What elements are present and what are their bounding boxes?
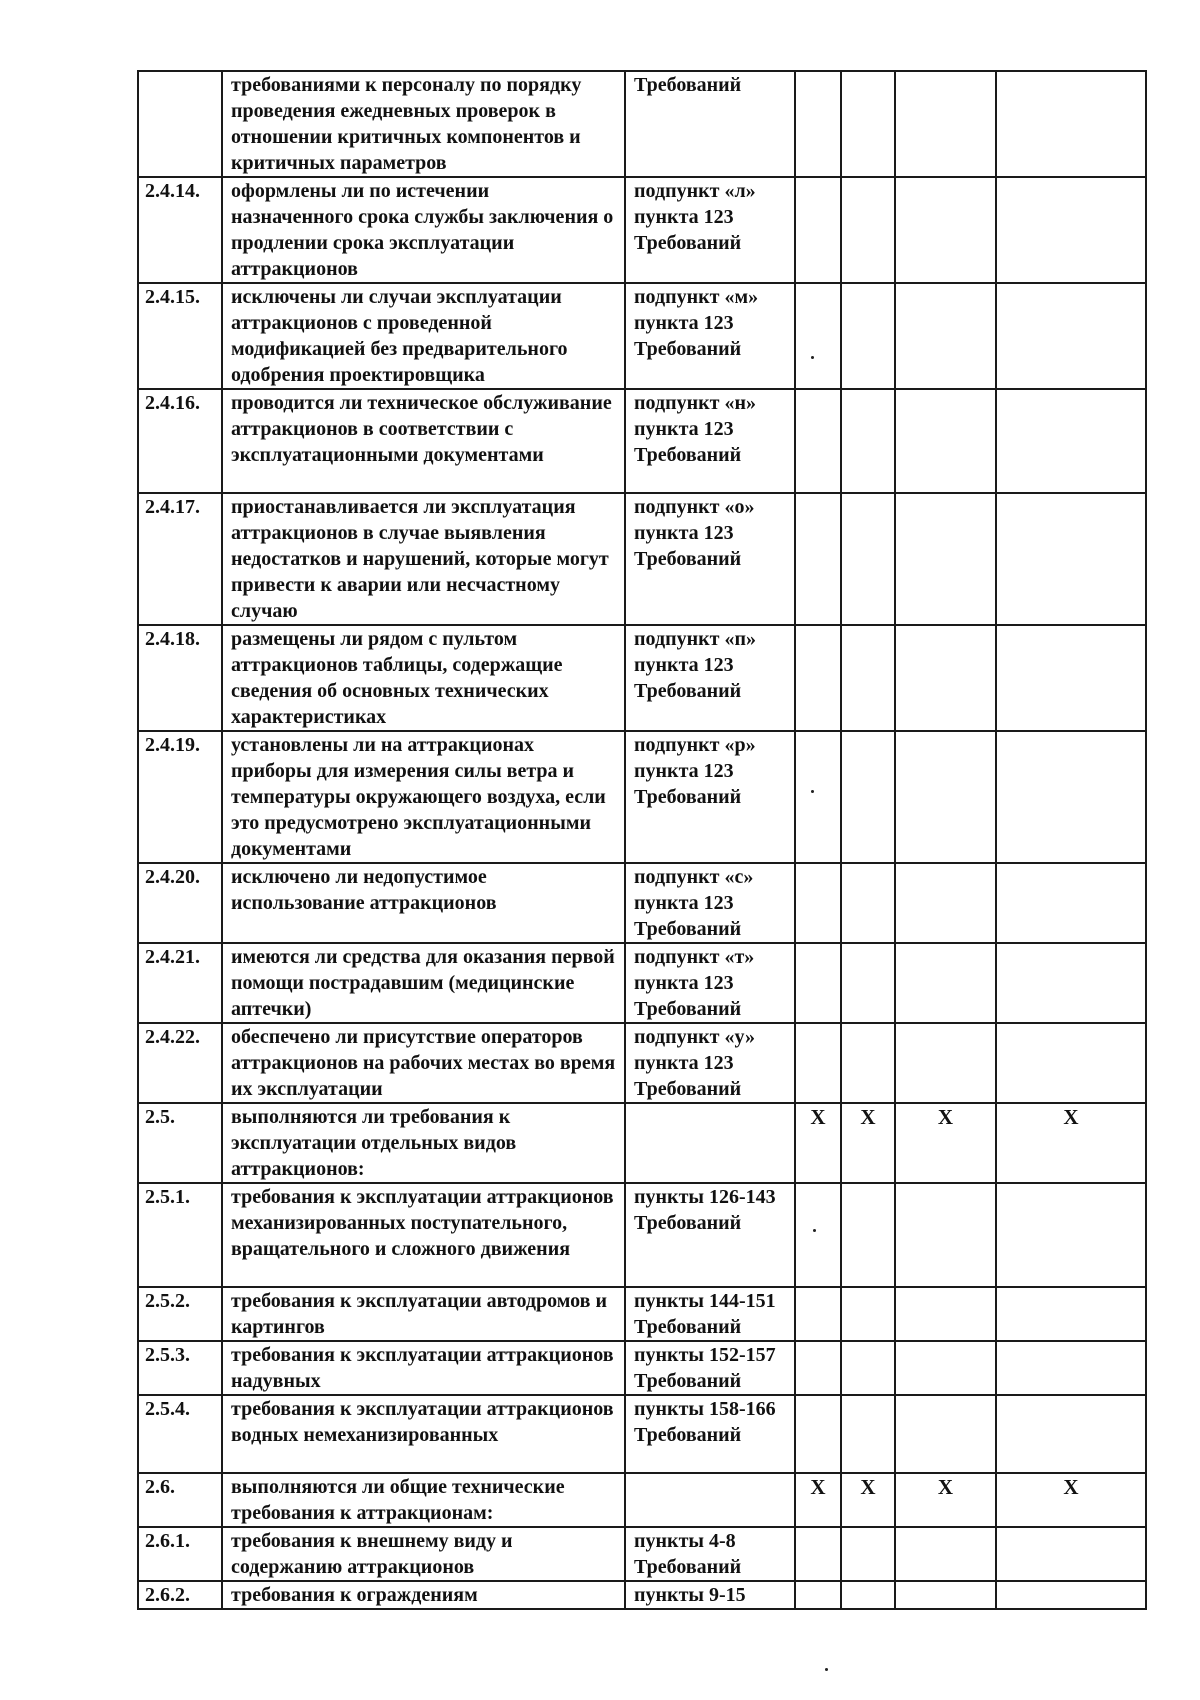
row-number: 2.5.3. (138, 1341, 222, 1395)
table-row (138, 493, 1146, 625)
mark-cell (996, 1287, 1146, 1341)
mark-cell (841, 283, 895, 389)
table-row (138, 1183, 1146, 1287)
mark-cell: Х (895, 1473, 996, 1527)
mark-cell (895, 389, 996, 493)
row-number: 2.6. (138, 1473, 222, 1527)
mark-cell: Х (795, 1473, 841, 1527)
mark-cell: Х (895, 1103, 996, 1183)
mark-cell (795, 1395, 841, 1473)
mark-cell (795, 863, 841, 943)
requirement-text: требования к внешнему виду и содержанию аттракционов (222, 1527, 625, 1581)
mark-cell (996, 1341, 1146, 1395)
row-number: 2.4.15. (138, 283, 222, 389)
mark-cell (996, 1581, 1146, 1609)
mark-cell: Х (996, 1473, 1146, 1527)
row-number: 2.4.17. (138, 493, 222, 625)
mark-cell (795, 1527, 841, 1581)
row-number: 2.4.16. (138, 389, 222, 493)
reference-cell (625, 1103, 795, 1183)
row-number: 2.6.1. (138, 1527, 222, 1581)
mark-cell (996, 1023, 1146, 1103)
reference-cell: пункты 9-15 (625, 1581, 795, 1609)
requirement-text: требования к эксплуатации автодромов и картингов (222, 1287, 625, 1341)
mark-cell (841, 1023, 895, 1103)
mark-cell (795, 493, 841, 625)
mark-cell (996, 389, 1146, 493)
mark-cell (841, 1395, 895, 1473)
requirement-text: проводится ли техническое обслуживание аттракционов в соответствии с эксплуатационными документами (222, 389, 625, 493)
mark-cell: Х (841, 1473, 895, 1527)
mark-cell (795, 1183, 841, 1287)
reference-cell: подпункт «у» пункта 123 Требований (625, 1023, 795, 1103)
mark-cell (996, 731, 1146, 863)
reference-cell: подпункт «п» пункта 123 Требований (625, 625, 795, 731)
mark-cell (895, 71, 996, 177)
table-row (138, 177, 1146, 283)
mark-cell (895, 1581, 996, 1609)
requirement-text: требования к эксплуатации аттракционов водных немеханизированных (222, 1395, 625, 1473)
table-row (138, 731, 1146, 863)
mark-cell (795, 1341, 841, 1395)
requirement-text: исключено ли недопустимое использование аттракционов (222, 863, 625, 943)
mark-cell (795, 943, 841, 1023)
reference-cell: подпункт «н» пункта 123 Требований (625, 389, 795, 493)
row-number: 2.5.2. (138, 1287, 222, 1341)
mark-cell (996, 863, 1146, 943)
mark-cell (841, 1183, 895, 1287)
mark-cell (795, 1581, 841, 1609)
requirement-text: требованиями к персоналу по порядку проведения ежедневных проверок в отношении критичных компонентов и критичных параметров (222, 71, 625, 177)
table-row (138, 1341, 1146, 1395)
table-row (138, 1473, 1146, 1527)
table-row (138, 1527, 1146, 1581)
mark-cell (895, 1341, 996, 1395)
reference-cell: подпункт «л» пункта 123 Требований (625, 177, 795, 283)
mark-cell (841, 389, 895, 493)
reference-cell: подпункт «р» пункта 123 Требований (625, 731, 795, 863)
table-row (138, 943, 1146, 1023)
reference-cell (625, 1473, 795, 1527)
mark-cell (841, 625, 895, 731)
requirement-text: установлены ли на аттракционах приборы для измерения силы ветра и температуры окружающего воздуха, если это предусмотрено эксплуатационными документами (222, 731, 625, 863)
checklist-table (137, 70, 1147, 1610)
requirement-text: требования к ограждениям (222, 1581, 625, 1609)
mark-cell (841, 1287, 895, 1341)
mark-cell (996, 1395, 1146, 1473)
mark-cell (895, 1527, 996, 1581)
speck (811, 356, 814, 359)
mark-cell (841, 71, 895, 177)
requirement-text: обеспечено ли присутствие операторов аттракционов на рабочих местах во время их эксплуатации (222, 1023, 625, 1103)
mark-cell (841, 1581, 895, 1609)
requirement-text: требования к эксплуатации аттракционов надувных (222, 1341, 625, 1395)
reference-cell: пункты 4-8 Требований (625, 1527, 795, 1581)
reference-cell: подпункт «с» пункта 123 Требований (625, 863, 795, 943)
mark-cell (841, 863, 895, 943)
mark-cell: Х (841, 1103, 895, 1183)
reference-cell: пункты 126-143 Требований (625, 1183, 795, 1287)
mark-cell (795, 731, 841, 863)
requirement-text: оформлены ли по истечении назначенного срока службы заключения о продлении срока эксплуатации аттракционов (222, 177, 625, 283)
row-number: 2.5.1. (138, 1183, 222, 1287)
mark-cell (795, 1287, 841, 1341)
reference-cell: пункты 144-151 Требований (625, 1287, 795, 1341)
reference-cell: подпункт «о» пункта 123 Требований (625, 493, 795, 625)
mark-cell (841, 943, 895, 1023)
mark-cell (996, 177, 1146, 283)
requirement-text: приостанавливается ли эксплуатация аттракционов в случае выявления недостатков и нарушений, которые могут привести к аварии или несчастному случаю (222, 493, 625, 625)
table-row (138, 1395, 1146, 1473)
row-number: 2.4.14. (138, 177, 222, 283)
mark-cell (841, 731, 895, 863)
mark-cell (895, 177, 996, 283)
mark-cell (795, 283, 841, 389)
row-number: 2.5. (138, 1103, 222, 1183)
table-row (138, 863, 1146, 943)
row-number (138, 71, 222, 177)
mark-cell (895, 1023, 996, 1103)
mark-cell (996, 1183, 1146, 1287)
reference-cell: подпункт «т» пункта 123 Требований (625, 943, 795, 1023)
requirement-text: выполняются ли требования к эксплуатации отдельных видов аттракционов: (222, 1103, 625, 1183)
table-row (138, 625, 1146, 731)
mark-cell (895, 731, 996, 863)
mark-cell (895, 943, 996, 1023)
mark-cell (895, 283, 996, 389)
speck (811, 790, 814, 793)
mark-cell (895, 625, 996, 731)
row-number: 2.4.19. (138, 731, 222, 863)
reference-cell: подпункт «м» пункта 123 Требований (625, 283, 795, 389)
table-row (138, 389, 1146, 493)
mark-cell (996, 283, 1146, 389)
reference-cell: пункты 158-166 Требований (625, 1395, 795, 1473)
row-number: 2.5.4. (138, 1395, 222, 1473)
mark-cell (795, 389, 841, 493)
mark-cell: Х (996, 1103, 1146, 1183)
mark-cell (895, 1183, 996, 1287)
speck (825, 1668, 828, 1671)
row-number: 2.4.22. (138, 1023, 222, 1103)
requirement-text: размещены ли рядом с пультом аттракционов таблицы, содержащие сведения об основных технических характеристиках (222, 625, 625, 731)
mark-cell (996, 1527, 1146, 1581)
row-number: 2.6.2. (138, 1581, 222, 1609)
requirement-text: выполняются ли общие технические требования к аттракционам: (222, 1473, 625, 1527)
mark-cell (996, 943, 1146, 1023)
mark-cell (996, 625, 1146, 731)
row-number: 2.4.21. (138, 943, 222, 1023)
table-row (138, 1023, 1146, 1103)
mark-cell (795, 177, 841, 283)
mark-cell (841, 493, 895, 625)
row-number: 2.4.20. (138, 863, 222, 943)
reference-cell: пункты 152-157 Требований (625, 1341, 795, 1395)
mark-cell (996, 71, 1146, 177)
mark-cell (895, 1395, 996, 1473)
speck (813, 1229, 816, 1232)
table-row (138, 1581, 1146, 1609)
mark-cell (895, 1287, 996, 1341)
mark-cell (841, 1341, 895, 1395)
mark-cell (795, 1023, 841, 1103)
requirement-text: исключены ли случаи эксплуатации аттракционов с проведенной модификацией без предварительного одобрения проектировщика (222, 283, 625, 389)
row-number: 2.4.18. (138, 625, 222, 731)
requirement-text: имеются ли средства для оказания первой помощи пострадавшим (медицинские аптечки) (222, 943, 625, 1023)
mark-cell (996, 493, 1146, 625)
requirement-text: требования к эксплуатации аттракционов механизированных поступательного, вращательного и сложного движения (222, 1183, 625, 1287)
mark-cell (895, 863, 996, 943)
mark-cell: Х (795, 1103, 841, 1183)
mark-cell (895, 493, 996, 625)
mark-cell (841, 177, 895, 283)
reference-cell: Требований (625, 71, 795, 177)
table-row (138, 1287, 1146, 1341)
table-row (138, 71, 1146, 177)
mark-cell (795, 625, 841, 731)
table-row (138, 1103, 1146, 1183)
mark-cell (795, 71, 841, 177)
table-row (138, 283, 1146, 389)
mark-cell (841, 1527, 895, 1581)
